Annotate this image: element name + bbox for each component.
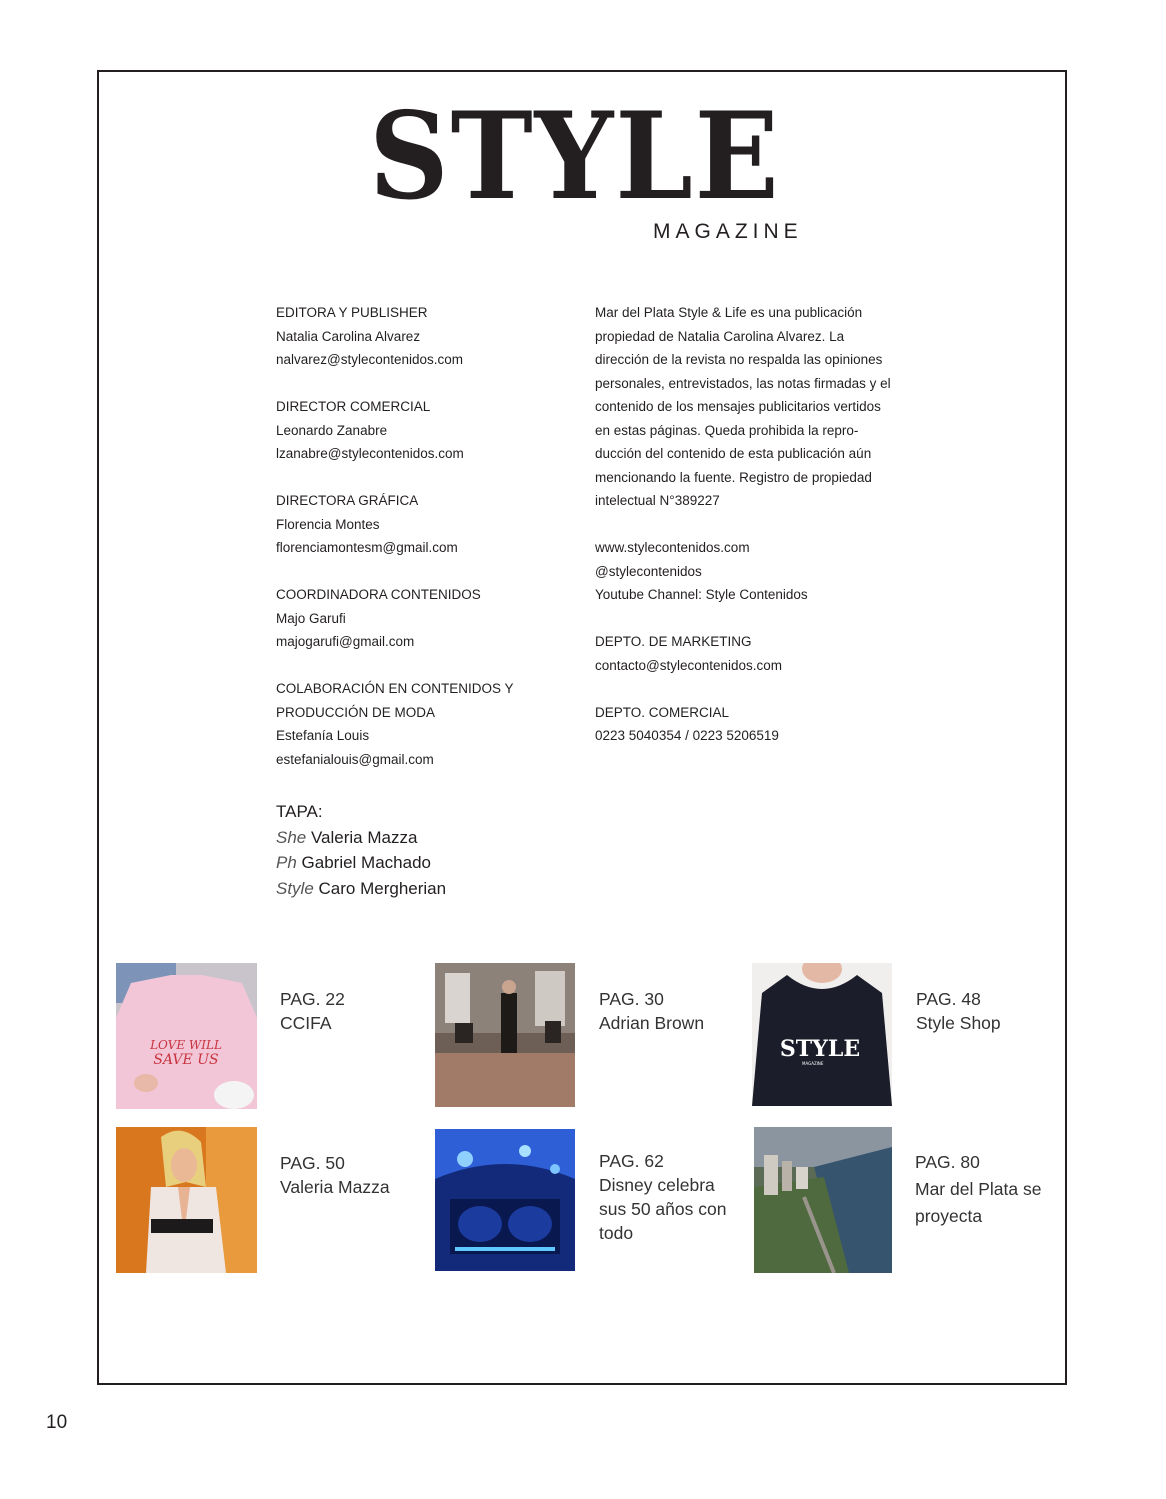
staff-name: Florencia Montes xyxy=(276,516,380,532)
contact-block xyxy=(595,536,895,607)
credit-name: Caro Mergherian xyxy=(318,878,447,898)
thumbnail-ccifa[interactable] xyxy=(116,963,257,1109)
hoodie-text: STYLE xyxy=(779,1036,861,1062)
item-title-line: Mar del Plata se xyxy=(915,1179,1042,1199)
tapa-credit xyxy=(276,825,446,851)
collab-email: estefanialouis@gmail.com xyxy=(276,751,434,767)
aerial-city-photo-icon xyxy=(754,1127,892,1273)
thumbnail-disney[interactable] xyxy=(435,1129,575,1271)
staff-role: COORDINADORA CONTENIDOS xyxy=(276,587,481,602)
comercial-phones: 0223 5040354 / 0223 5206519 xyxy=(595,728,779,743)
portrait-photo-icon xyxy=(116,1127,257,1273)
staff-email: majogarufi@gmail.com xyxy=(276,634,415,649)
item-caption xyxy=(916,987,1056,1035)
item-title: Valeria Mazza xyxy=(280,1177,390,1197)
disclaimer-line: propiedad de Natalia Carolina Alvarez. La xyxy=(595,328,845,344)
collab-name: Estefanía Louis xyxy=(276,728,370,743)
credit-name: Valeria Mazza xyxy=(310,827,418,847)
youtube-channel: Youtube Channel: Style Contenidos xyxy=(595,587,808,602)
logo-subtitle: MAGAZINE xyxy=(653,220,803,243)
item-page: PAG. 30 xyxy=(599,989,664,1009)
info-column xyxy=(595,301,895,771)
shirt-text: LOVE WILL xyxy=(150,1038,222,1052)
disclaimer xyxy=(595,301,895,513)
marketing-block xyxy=(595,630,895,677)
item-caption xyxy=(280,1151,420,1199)
disclaimer-line: en estas páginas. Queda prohibida la repro- xyxy=(595,422,859,438)
disclaimer-line: ducción del contenido de esta publicación aún xyxy=(595,446,872,461)
staff-block xyxy=(276,301,576,372)
thumbnail-mar-del-plata[interactable] xyxy=(754,1127,892,1273)
comercial-block xyxy=(595,701,895,748)
shirt-text: SAVE US xyxy=(153,1052,219,1068)
staff-name: Majo Garufi xyxy=(276,610,346,626)
tapa-credit xyxy=(276,876,446,902)
staff-block xyxy=(276,395,576,466)
disclaimer-line: personales, entrevistados, las notas firmadas y el xyxy=(595,375,891,391)
thumbnail-style-shop[interactable] xyxy=(752,963,892,1106)
item-page: PAG. 48 xyxy=(916,989,981,1009)
marketing-label: DEPTO. DE MARKETING xyxy=(595,634,752,649)
item-title: Adrian Brown xyxy=(599,1013,705,1033)
credit-role: Style xyxy=(276,878,314,898)
ride-photo-icon xyxy=(435,1129,575,1271)
tshirt-photo-icon xyxy=(116,963,257,1109)
thumbnail-adrian-brown[interactable] xyxy=(435,963,575,1107)
item-title: Style Shop xyxy=(916,1013,1001,1033)
item-caption xyxy=(599,1149,749,1245)
disclaimer-line: Mar del Plata Style & Life es una publicación xyxy=(595,305,863,320)
item-caption xyxy=(915,1149,1055,1230)
staff-email: florenciamontesm@gmail.com xyxy=(276,540,458,555)
item-title: CCIFA xyxy=(280,1013,332,1033)
credit-role: Ph xyxy=(276,853,297,872)
website-link[interactable]: www.stylecontenidos.com xyxy=(595,540,750,555)
collab-role-line1: COLABORACIÓN EN CONTENIDOS Y xyxy=(276,681,514,696)
staff-block xyxy=(276,489,576,560)
thumbnail-valeria-mazza[interactable] xyxy=(116,1127,257,1273)
staff-role: EDITORA Y PUBLISHER xyxy=(276,305,428,320)
staff-role: DIRECTORA GRÁFICA xyxy=(276,493,419,508)
item-title-line: proyecta xyxy=(915,1206,983,1226)
cover-credits xyxy=(276,799,446,901)
credit-name: Gabriel Machado xyxy=(301,853,431,872)
page-number: 10 xyxy=(46,1412,68,1433)
collab-block xyxy=(276,677,576,771)
comercial-label: DEPTO. COMERCIAL xyxy=(595,704,730,720)
hoodie-photo-icon xyxy=(752,963,892,1106)
staff-block xyxy=(276,583,576,654)
tapa-heading: TAPA: xyxy=(276,802,323,821)
runway-photo-icon xyxy=(435,963,575,1107)
disclaimer-line: intelectual N°389227 xyxy=(595,493,720,508)
credit-role: She xyxy=(276,827,307,847)
staff-role: DIRECTOR COMERCIAL xyxy=(276,399,431,414)
item-page: PAG. 50 xyxy=(280,1153,345,1173)
item-page: PAG. 22 xyxy=(280,989,345,1009)
disclaimer-line: dirección de la revista no respalda las opiniones xyxy=(595,352,883,367)
social-handle[interactable]: @stylecontenidos xyxy=(595,563,702,579)
staff-email: nalvarez@stylecontenidos.com xyxy=(276,352,464,367)
staff-name: Natalia Carolina Alvarez xyxy=(276,328,421,344)
item-title-line: todo xyxy=(599,1223,634,1243)
item-page: PAG. 62 xyxy=(599,1151,664,1171)
marketing-email: contacto@stylecontenidos.com xyxy=(595,657,783,673)
item-title-line: Disney celebra xyxy=(599,1175,715,1195)
tapa-credit xyxy=(276,850,446,876)
collab-role-line2: PRODUCCIÓN DE MODA xyxy=(276,704,436,720)
item-title-line: sus 50 años con xyxy=(599,1199,727,1219)
logo-title: STYLE xyxy=(369,86,781,227)
page-frame xyxy=(97,70,1067,1385)
staff-name: Leonardo Zanabre xyxy=(276,422,388,438)
item-caption xyxy=(280,987,420,1035)
staff-email: lzanabre@stylecontenidos.com xyxy=(276,446,464,461)
disclaimer-line: contenido de los mensajes publicitarios vertidos xyxy=(595,399,881,414)
disclaimer-line: mencionando la fuente. Registro de propiedad xyxy=(595,469,872,485)
item-caption xyxy=(599,987,739,1035)
item-page: PAG. 80 xyxy=(915,1152,980,1172)
hoodie-subtext: MAGAZINE xyxy=(802,1061,824,1066)
staff-column xyxy=(276,301,576,795)
